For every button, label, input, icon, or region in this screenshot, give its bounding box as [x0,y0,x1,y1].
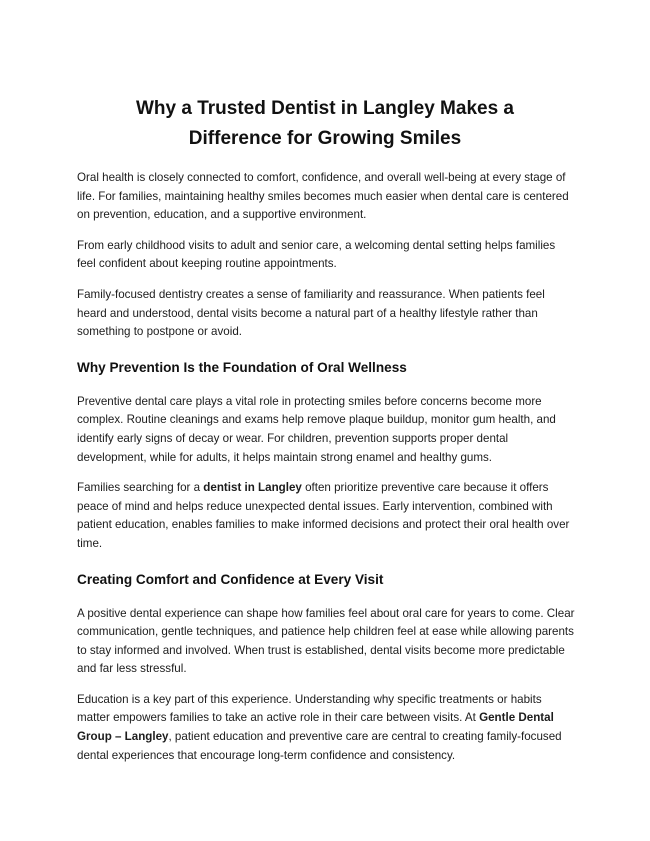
intro-paragraph-3: Family-focused dentistry creates a sense of familiarity and reassurance. When patients feel heard and understood, dental visits become a natural part of a healthy lifestyle rather than something to postpone or avoid. [77,287,545,339]
practice-name: Gentle Dental Group – Langley [77,711,554,744]
page-title [60,94,590,154]
comfort-paragraph-1: A positive dental experience can shape how families feel about oral care for years to come. Clear communication, gentle techniques, and patience help children feel at ease while allowing parents to stay informed and involved. When trust is established, dental visits become more predictable and far less stressful. [77,606,575,676]
prevention-paragraph-2 [77,479,576,553]
title-line-1: Why a Trusted Dentist in Langley Makes a [136,98,514,119]
prevention-text-after: often prioritize preventive care because it offers peace of mind and helps reduce unexpected dental issues. Early intervention, combined with patient education, enables families to make informed decisions and protect their oral health over time. [77,481,570,550]
comfort-text-after: , patient education and preventive care are central to creating family-focused dental experiences that encourage long-term confidence and consistency. [77,730,562,762]
prevention-paragraph-1: Preventive dental care plays a vital role in protecting smiles before concerns become more complex. Routine cleanings and exams help remove plaque buildup, monitor gum health, and identify early signs of decay or wear. For children, prevention supports proper dental development, while for adults, it helps maintain strong enamel and healthy gums. [77,394,556,464]
intro-paragraph-2: From early childhood visits to adult and senior care, a welcoming dental setting helps families feel confident about keeping routine appointments. [77,238,556,271]
section-heading-prevention: Why Prevention Is the Foundation of Oral Wellness [77,359,407,375]
comfort-paragraph-2 [77,691,576,765]
section-heading-comfort: Creating Comfort and Confidence at Every Visit [77,571,384,587]
comfort-text-before: Education is a key part of this experience. Understanding why specific treatments or habits matter empowers families to take an active role in their care between visits. At [77,692,542,725]
title-line-2: Difference for Growing Smiles [188,128,462,149]
dentist-in-langley-keyword: dentist in Langley [203,481,302,495]
article-body [77,169,576,777]
intro-paragraph-1: Oral health is closely connected to comfort, confidence, and overall well-being at every stage of life. For families, maintaining healthy smiles becomes much easier when dental care is centered on prevention, education, and a supportive environment. [77,171,569,222]
prevention-text-before: Families searching for a [77,481,204,495]
